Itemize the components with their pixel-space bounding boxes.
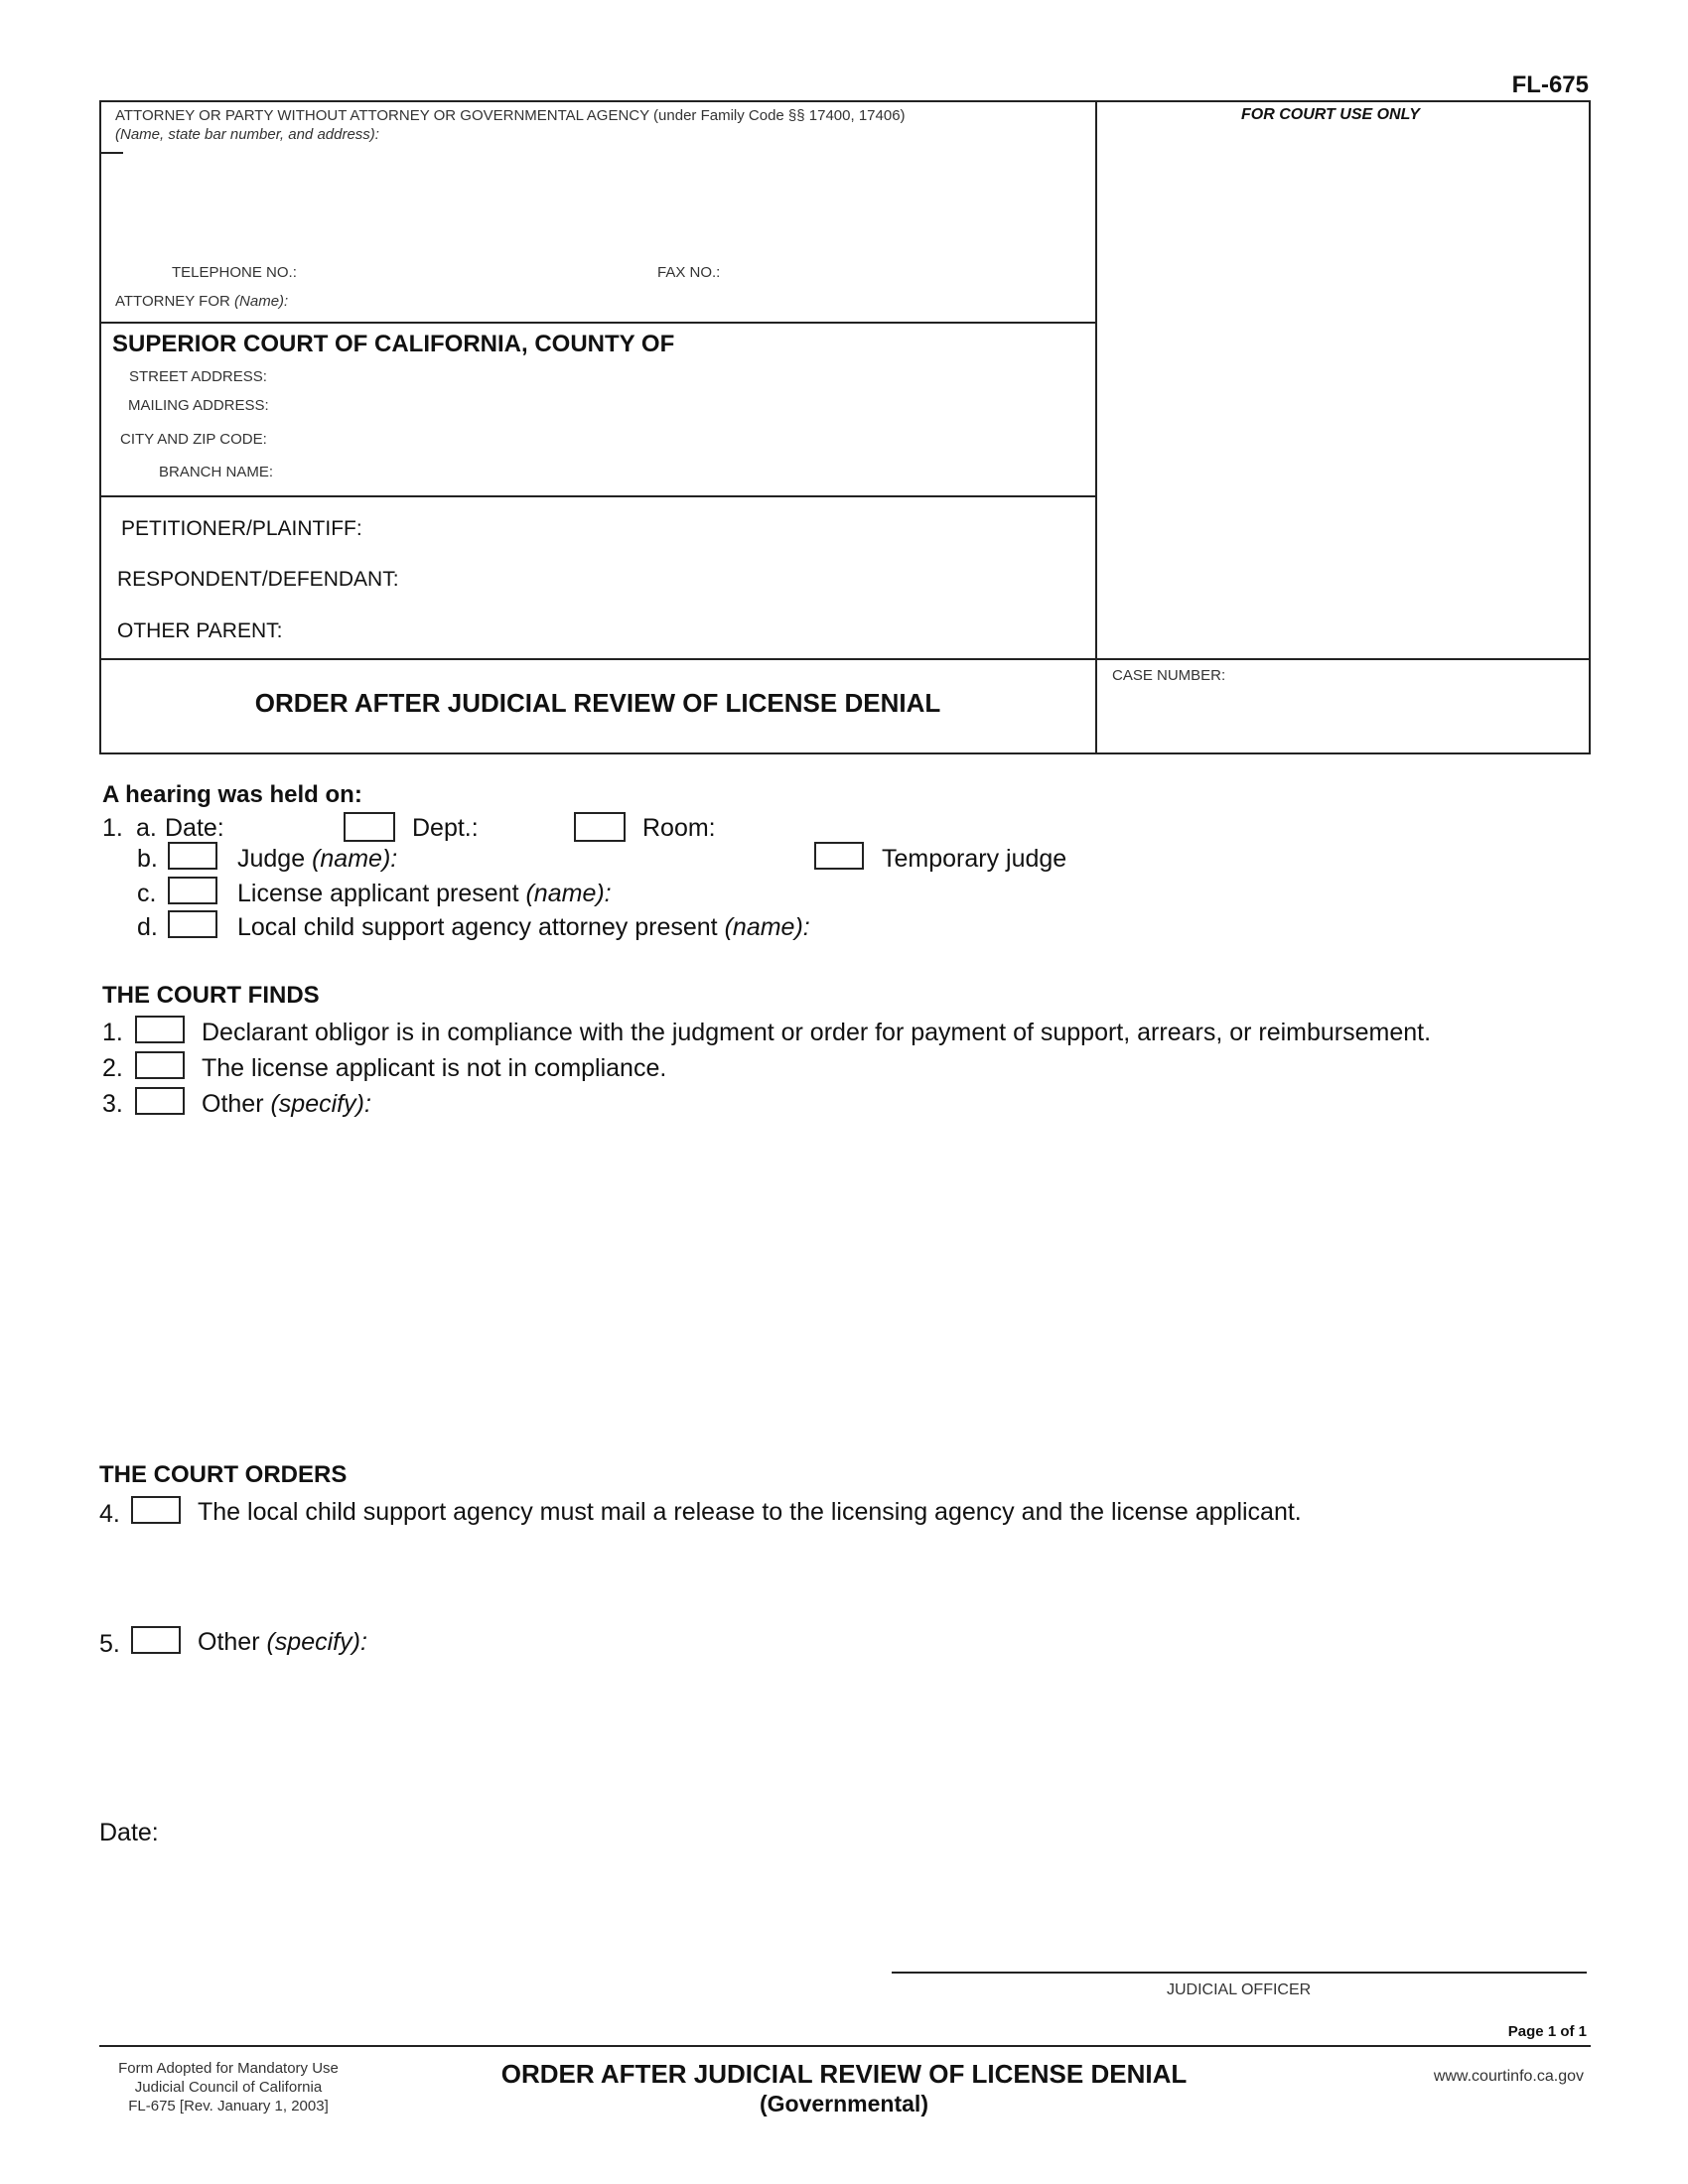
- finds-item-3-label: [202, 1090, 371, 1119]
- judge-label: [237, 845, 397, 874]
- attorney-for-text: ATTORNEY FOR: [115, 293, 230, 310]
- page-number: Page 1 of 1: [1507, 2023, 1587, 2040]
- hearing-c-letter: c.: [137, 880, 157, 907]
- form-title: ORDER AFTER JUDICIAL REVIEW OF LICENSE DENIAL: [254, 688, 941, 718]
- agency-attorney-checkbox[interactable]: [168, 910, 217, 938]
- finds-heading: THE COURT FINDS: [102, 982, 320, 1009]
- respondent-label: RESPONDENT/DEFENDANT:: [117, 568, 399, 591]
- hearing-date-label: Date:: [165, 814, 224, 842]
- judge-text: Judge: [237, 845, 306, 873]
- respondent-field[interactable]: [427, 567, 1082, 591]
- signature-date-label: Date:: [99, 1819, 159, 1846]
- finds-item-3-num: 3.: [102, 1090, 123, 1118]
- footer-title: ORDER AFTER JUDICIAL REVIEW OF LICENSE DENIAL: [500, 2059, 1188, 2089]
- case-number-field[interactable]: [1107, 695, 1584, 745]
- finds-item-1-checkbox[interactable]: [135, 1016, 185, 1043]
- footer-subtitle: (Governmental): [760, 2091, 928, 2116]
- finds-item-1-num: 1.: [102, 1019, 123, 1046]
- city-zip-label: CITY AND ZIP CODE:: [120, 431, 267, 448]
- attorney-label: ATTORNEY OR PARTY WITHOUT ATTORNEY OR GOVERNMENTAL AGENCY (under Family Code §§ 17400, 17406): [115, 107, 906, 124]
- footer-rule: [99, 2045, 1591, 2047]
- judge-checkbox[interactable]: [168, 842, 217, 870]
- hearing-dept-label: Dept.:: [412, 814, 479, 842]
- street-field[interactable]: [293, 366, 1077, 390]
- court-title: SUPERIOR COURT OF CALIFORNIA, COUNTY OF: [112, 331, 675, 357]
- attorney-sublabel: (Name, state bar number, and address):: [115, 126, 379, 143]
- branch-field[interactable]: [293, 462, 1077, 485]
- temporary-judge-label: Temporary judge: [882, 845, 1067, 873]
- telephone-field[interactable]: [318, 262, 645, 286]
- footer-adopted-line-2: Judicial Council of California: [134, 2079, 323, 2096]
- attorney-for-field[interactable]: [318, 291, 1072, 315]
- attorney-for-label: [115, 293, 288, 310]
- orders-item-4-text: The local child support agency must mail a release to the licensing agency and the license applicant.: [198, 1498, 1302, 1526]
- hearing-heading: A hearing was held on:: [102, 781, 362, 808]
- mailing-label: MAILING ADDRESS:: [128, 397, 269, 414]
- petitioner-label: PETITIONER/PLAINTIFF:: [121, 517, 362, 540]
- hearing-room-label: Room:: [642, 814, 716, 842]
- orders-heading: THE COURT ORDERS: [99, 1461, 348, 1488]
- applicant-text: License applicant present: [237, 880, 519, 907]
- judicial-officer-label: JUDICIAL OFFICER: [1167, 1981, 1312, 1998]
- form-id: FL-675: [1511, 71, 1589, 98]
- footer-adopted: [99, 2059, 357, 2116]
- footer-adopted-line-3: FL-675 [Rev. January 1, 2003]: [128, 2098, 329, 2115]
- attorney-info-field[interactable]: [119, 159, 1082, 258]
- agency-attorney-label: [237, 913, 810, 942]
- applicant-checkbox[interactable]: [168, 877, 217, 904]
- signature-date-field[interactable]: [174, 1817, 670, 1841]
- hearing-b-letter: b.: [137, 845, 158, 873]
- orders-item-5-checkbox[interactable]: [131, 1626, 181, 1654]
- orders-item-5-text: Other: [198, 1628, 260, 1656]
- county-field[interactable]: [705, 333, 1082, 356]
- orders-item-4-num: 4.: [99, 1500, 120, 1528]
- court-use-label: FOR COURT USE ONLY: [1241, 106, 1420, 123]
- signature-field[interactable]: [892, 1916, 1587, 1966]
- caption-divider: [1095, 100, 1097, 754]
- hearing-num: 1.: [102, 814, 123, 842]
- mailing-field[interactable]: [293, 395, 1077, 419]
- branch-label: BRANCH NAME:: [159, 464, 274, 480]
- rule-attorney: [99, 322, 1097, 324]
- fax-label: FAX NO.:: [657, 264, 721, 281]
- finds-item-2-text: The license applicant is not in compliance.: [202, 1054, 667, 1082]
- street-label: STREET ADDRESS:: [129, 368, 267, 385]
- orders-item-5-num: 5.: [99, 1630, 120, 1658]
- finds-item-3-hint: (specify):: [270, 1090, 371, 1118]
- hearing-dept-field[interactable]: [574, 812, 626, 842]
- hearing-date-field[interactable]: [344, 812, 395, 842]
- case-number-label: CASE NUMBER:: [1112, 667, 1226, 684]
- petitioner-field[interactable]: [387, 516, 1082, 540]
- footer-website[interactable]: www.courtinfo.ca.gov: [1433, 2068, 1584, 2085]
- other-parent-label: OTHER PARENT:: [117, 619, 283, 642]
- orders-other-field[interactable]: [198, 1668, 1578, 1797]
- finds-item-3-text: Other: [202, 1090, 264, 1118]
- orders-item-5-hint: (specify):: [266, 1628, 367, 1656]
- agency-attorney-name-hint: (name):: [724, 913, 810, 941]
- finds-item-2-num: 2.: [102, 1054, 123, 1082]
- finds-other-field[interactable]: [202, 1127, 1582, 1434]
- city-zip-field[interactable]: [293, 429, 1077, 453]
- attorney-for-name-hint: (Name):: [234, 293, 289, 310]
- signature-line: [892, 1972, 1587, 1974]
- telephone-label: TELEPHONE NO.:: [172, 264, 297, 281]
- orders-item-4-checkbox[interactable]: [131, 1496, 181, 1524]
- orders-item-5-label: [198, 1628, 367, 1657]
- finds-item-2-checkbox[interactable]: [135, 1051, 185, 1079]
- rule-parties: [99, 658, 1591, 660]
- agency-attorney-text: Local child support agency attorney present: [237, 913, 718, 941]
- applicant-label: [237, 880, 612, 908]
- finds-item-1-text: Declarant obligor is in compliance with the judgment or order for payment of support, arrears, or reimbursement.: [202, 1019, 1432, 1046]
- applicant-name-hint: (name):: [525, 880, 612, 907]
- hearing-d-letter: d.: [137, 913, 158, 941]
- rule-court: [99, 495, 1097, 497]
- hearing-a-letter: a.: [136, 814, 157, 842]
- other-parent-field[interactable]: [308, 618, 1082, 642]
- temporary-judge-checkbox[interactable]: [814, 842, 864, 870]
- footer-adopted-line-1: Form Adopted for Mandatory Use: [118, 2060, 339, 2077]
- judge-name-hint: (name):: [312, 845, 398, 873]
- finds-item-3-checkbox[interactable]: [135, 1087, 185, 1115]
- fax-field[interactable]: [735, 262, 1072, 286]
- hearing-room-field[interactable]: [725, 812, 1023, 836]
- attorney-tick: [101, 152, 123, 154]
